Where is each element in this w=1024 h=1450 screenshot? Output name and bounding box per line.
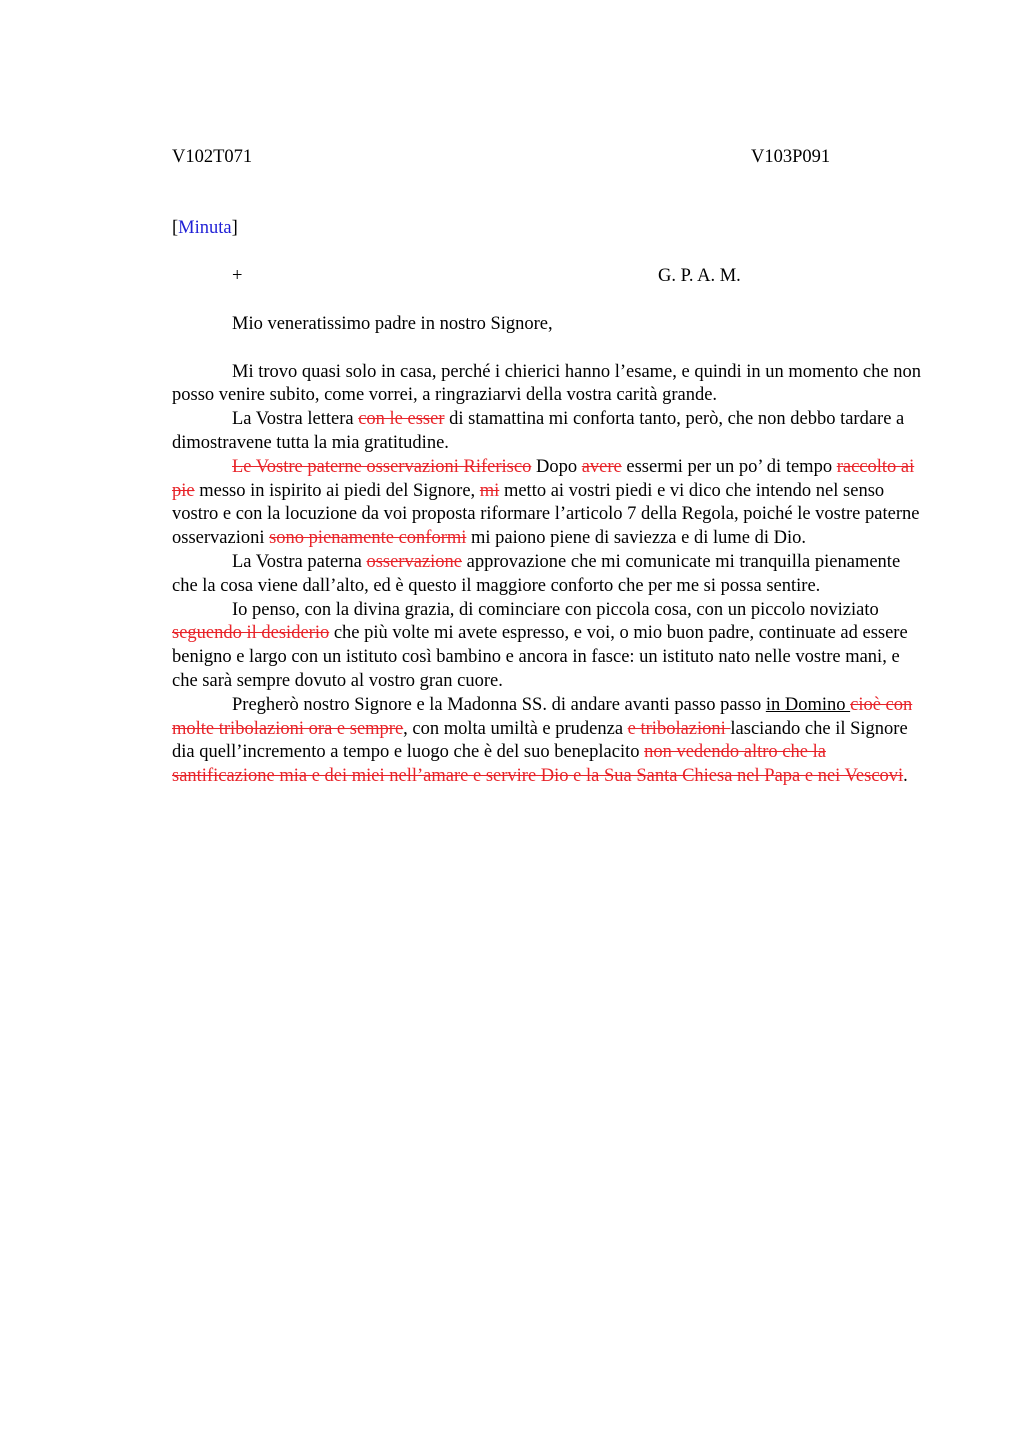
draft-label [172,218,238,239]
deleted-text: cioè con molte tribolazioni ora e sempre [172,694,913,739]
letter-paragraph [172,361,924,409]
letter-paragraph [172,599,924,694]
deleted-text: osservazione [366,551,462,572]
letter-paragraph [172,408,924,456]
deleted-text: sono pienamente conformi [269,528,467,549]
deleted-text: e tribolazioni [627,718,731,739]
draft-label-close-bracket: ] [231,218,238,238]
paragraph-text: approvazione che mi comunicate mi tranquilla pienamente che la cosa viene dall’alto, ed è questo il maggiore conforto che per me si possa sentire. [172,551,901,596]
document-code-left: V102T071 [172,147,253,167]
paragraph-text: di stamattina mi conforta tanto, però, che non debbo tardare a dimostravene tutta la mia gratitudine. [172,409,905,453]
document-code-right: V103P091 [751,147,831,167]
deleted-text: con le esser [358,409,445,430]
letter-paragraph [172,694,924,789]
paragraph-text: Dopo [531,456,582,477]
draft-label-open-bracket: [ [172,218,179,238]
deleted-text: seguendo il desiderio [172,623,330,644]
paragraph-text: metto ai vostri piedi e vi dico che intendo nel senso vostro e con la locuzione da voi proposta riformare l’articolo 7 della Regola, poiché le vostre paterne osservazioni [172,480,920,549]
paragraph-text: messo in ispirito ai piedi del Signore, [194,480,480,501]
paragraph-text: La Vostra lettera [232,409,359,430]
paragraph-text: , con molta umiltà e prudenza [403,718,628,739]
deleted-text: Le Vostre paterne osservazioni Riferisco [232,456,532,477]
deleted-text: mi [479,480,500,501]
letter-paragraph [172,456,924,551]
deleted-text: non vedendo altro che la santificazione mia e dei miei nell’amare e servire Dio e la Sua Santa Chiesa nel Papa e nei Vescovi [172,742,904,787]
underlined-text: in Domino [765,694,851,715]
salutation: Mio veneratissimo padre in nostro Signore, [232,314,553,334]
draft-label-text: Minuta [178,218,232,238]
gpam-heading: G. P. A. M. [658,266,741,286]
deleted-text: raccolto ai pie [172,456,915,501]
paragraph-text: Io penso, con la divina grazia, di cominciare con piccola cosa, con un piccolo noviziato [232,599,879,620]
paragraph-text: che più volte mi avete espresso, e voi, o mio buon padre, continuate ad essere benigno e largo con un istituto così bambino e ancora in fasce: un istituto nato nelle vostre mani, e che sarà sempre dovuto al vostro gran cuore. [172,623,908,691]
paragraph-text: Mi trovo quasi solo in casa, perché i chierici hanno l’esame, e quindi in un momento che non posso venire subito, come vorrei, a ringraziarvi della vostra carità grande. [172,361,921,406]
paragraph-text: essermi per un po’ di tempo [621,456,837,477]
paragraph-text: . [903,766,908,787]
paragraph-text: mi paiono piene di saviezza e di lume di Dio. [466,528,806,549]
paragraph-text: Pregherò nostro Signore e la Madonna SS. di andare avanti passo passo [232,694,766,715]
letter-body [172,313,924,789]
deleted-text: avere [581,456,622,477]
letter-paragraph [172,551,924,599]
paragraph-text: lasciando che il Signore dia quell’incremento a tempo e luogo che è del suo beneplacito [172,718,908,763]
cross-symbol: + [232,266,243,286]
paragraph-text: La Vostra paterna [232,551,367,572]
